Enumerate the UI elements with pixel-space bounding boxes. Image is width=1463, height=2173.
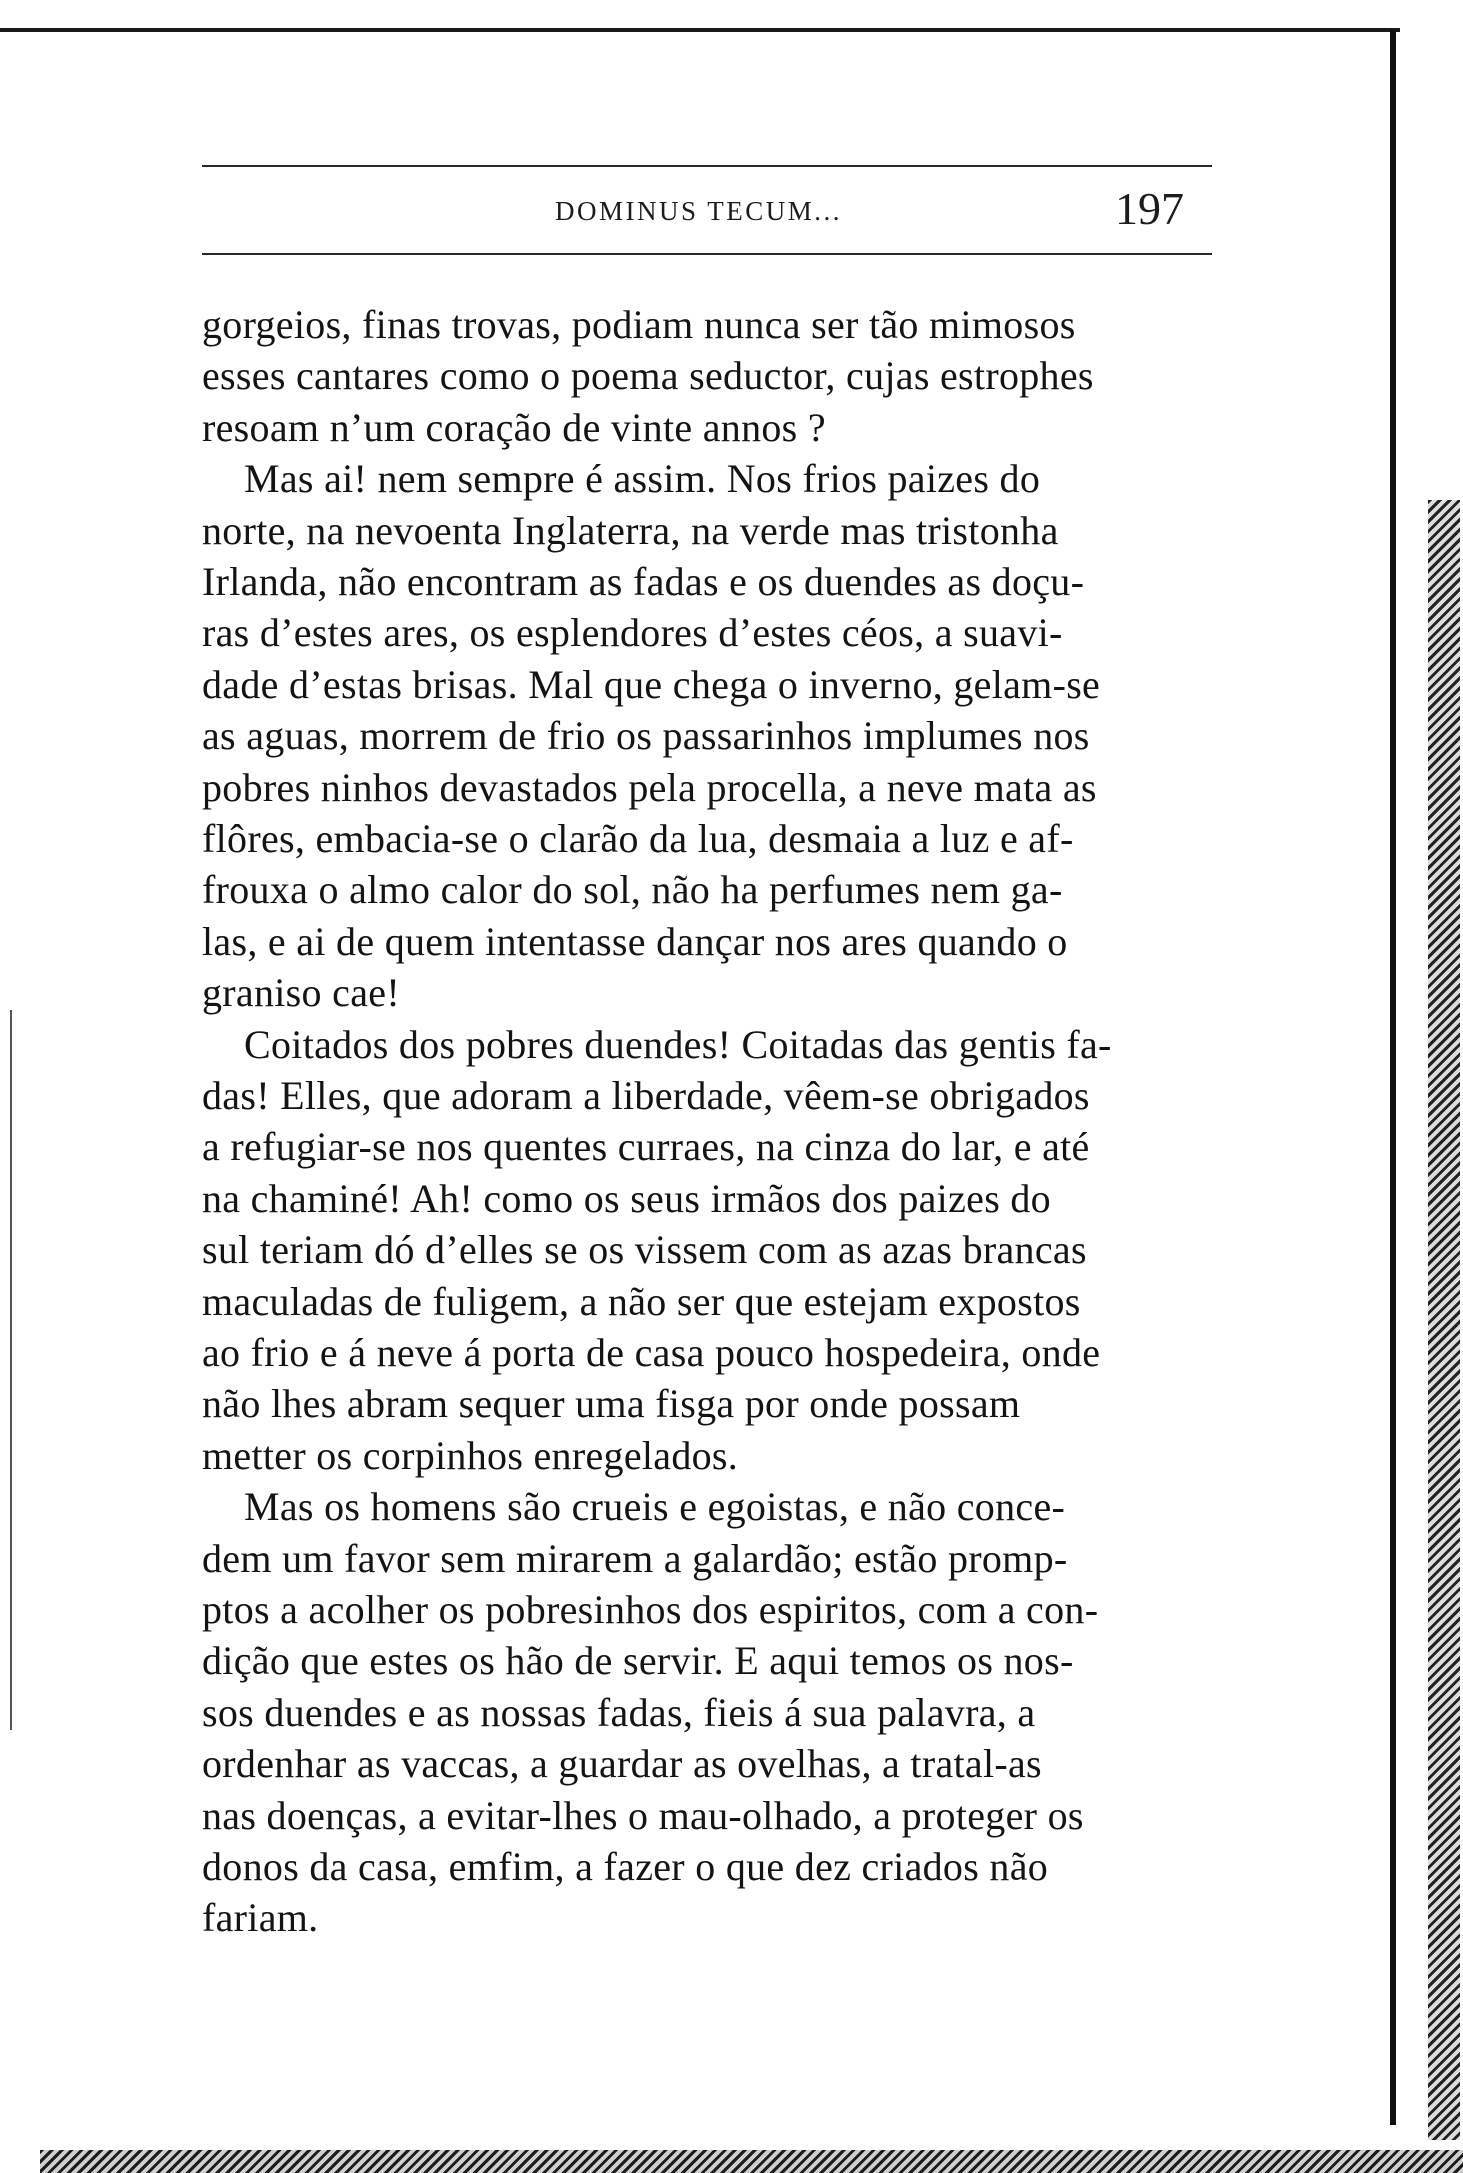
text-line: esses cantares como o poema seductor, cujas estrophes [202,353,1094,399]
text-line: dição que estes os hão de servir. E aqui temos os nos- [202,1638,1074,1684]
header-rule-bottom [202,253,1212,255]
text-line: ptos a acolher os pobresinhos dos espiritos, com a con- [202,1587,1099,1632]
text-line: pobres ninhos devastados pela procella, a neve mata as [202,764,1097,810]
text-line: na chaminé! Ah! como os seus irmãos dos paizes do [202,1175,1051,1221]
text-line: resoam n’um coração de vinte annos ? [202,404,826,450]
text-line: nas doenças, a evitar-lhes o mau-olhado, a proteger os [202,1792,1084,1838]
text-line: donos da casa, emfim, a fazer o que dez criados não [202,1844,1049,1889]
text-line: norte, na nevoenta Inglaterra, na verde mas tristonha [202,507,1059,553]
text-line: maculadas de fuligem, a não ser que estejam expostos [202,1278,1081,1324]
text-line: sul teriam dó d’elles se os vissem com as azas brancas [202,1227,1087,1273]
text-line: frouxa o almo calor do sol, não ha perfumes nem ga- [202,867,1063,913]
text-line: las, e ai de quem intentasse dançar nos ares quando o [202,918,1068,964]
text-line: Irlanda, não encontram as fadas e os duendes as doçu- [202,559,1085,604]
text-line: metter os corpinhos enregelados. [202,1432,739,1478]
text-line: dade d’estas brisas. Mal que chega o inverno, gelam-se [202,661,1101,707]
text-line: ordenhar as vaccas, a guardar as ovelhas, a tratal-as [202,1741,1042,1787]
text-line: ao frio e á neve á porta de casa pouco hospedeira, onde [202,1330,1101,1375]
book-bottom-band [40,2150,1463,2173]
page-top-edge [0,28,1400,32]
text-line: graniso cae! [202,970,400,1016]
text-line: flôres, embacia-se o clarão da lua, desmaia a luz e af- [202,816,1074,861]
text-line: gorgeios, finas trovas, podiam nunca ser tão mimosos [202,302,1076,347]
left-margin-mark [10,1010,12,1730]
text-line: Coitados dos pobres duendes! Coitadas das gentis fa- [244,1021,1112,1067]
running-title: DOMINUS TECUM... [555,196,843,226]
text-line: sos duendes e as nossas fadas, fieis á sua palavra, a [202,1689,1036,1735]
book-spine-strip [1428,500,1460,2140]
text-line: Mas os homens são crueis e egoistas, e não conce- [244,1484,1066,1530]
header-rule-top [202,165,1212,167]
page-right-edge [1390,30,1396,2125]
text-line: as aguas, morrem de frio os passarinhos implumes nos [202,713,1090,759]
page-number: 197 [1115,183,1184,234]
text-line: Mas ai! nem sempre é assim. Nos frios paizes do [244,456,1041,502]
text-line: ras d’estes ares, os esplendores d’estes céos, a suavi- [202,610,1063,656]
text-line: fariam. [202,1895,319,1941]
text-line: dem um favor sem mirarem a galardão; estão promp- [202,1535,1068,1581]
text-line: a refugiar-se nos quentes curraes, na cinza do lar, e até [202,1124,1090,1170]
text-line: das! Elles, que adoram a liberdade, vêem-se obrigados [202,1073,1090,1118]
text-line: não lhes abram sequer uma fisga por onde possam [202,1381,1021,1427]
